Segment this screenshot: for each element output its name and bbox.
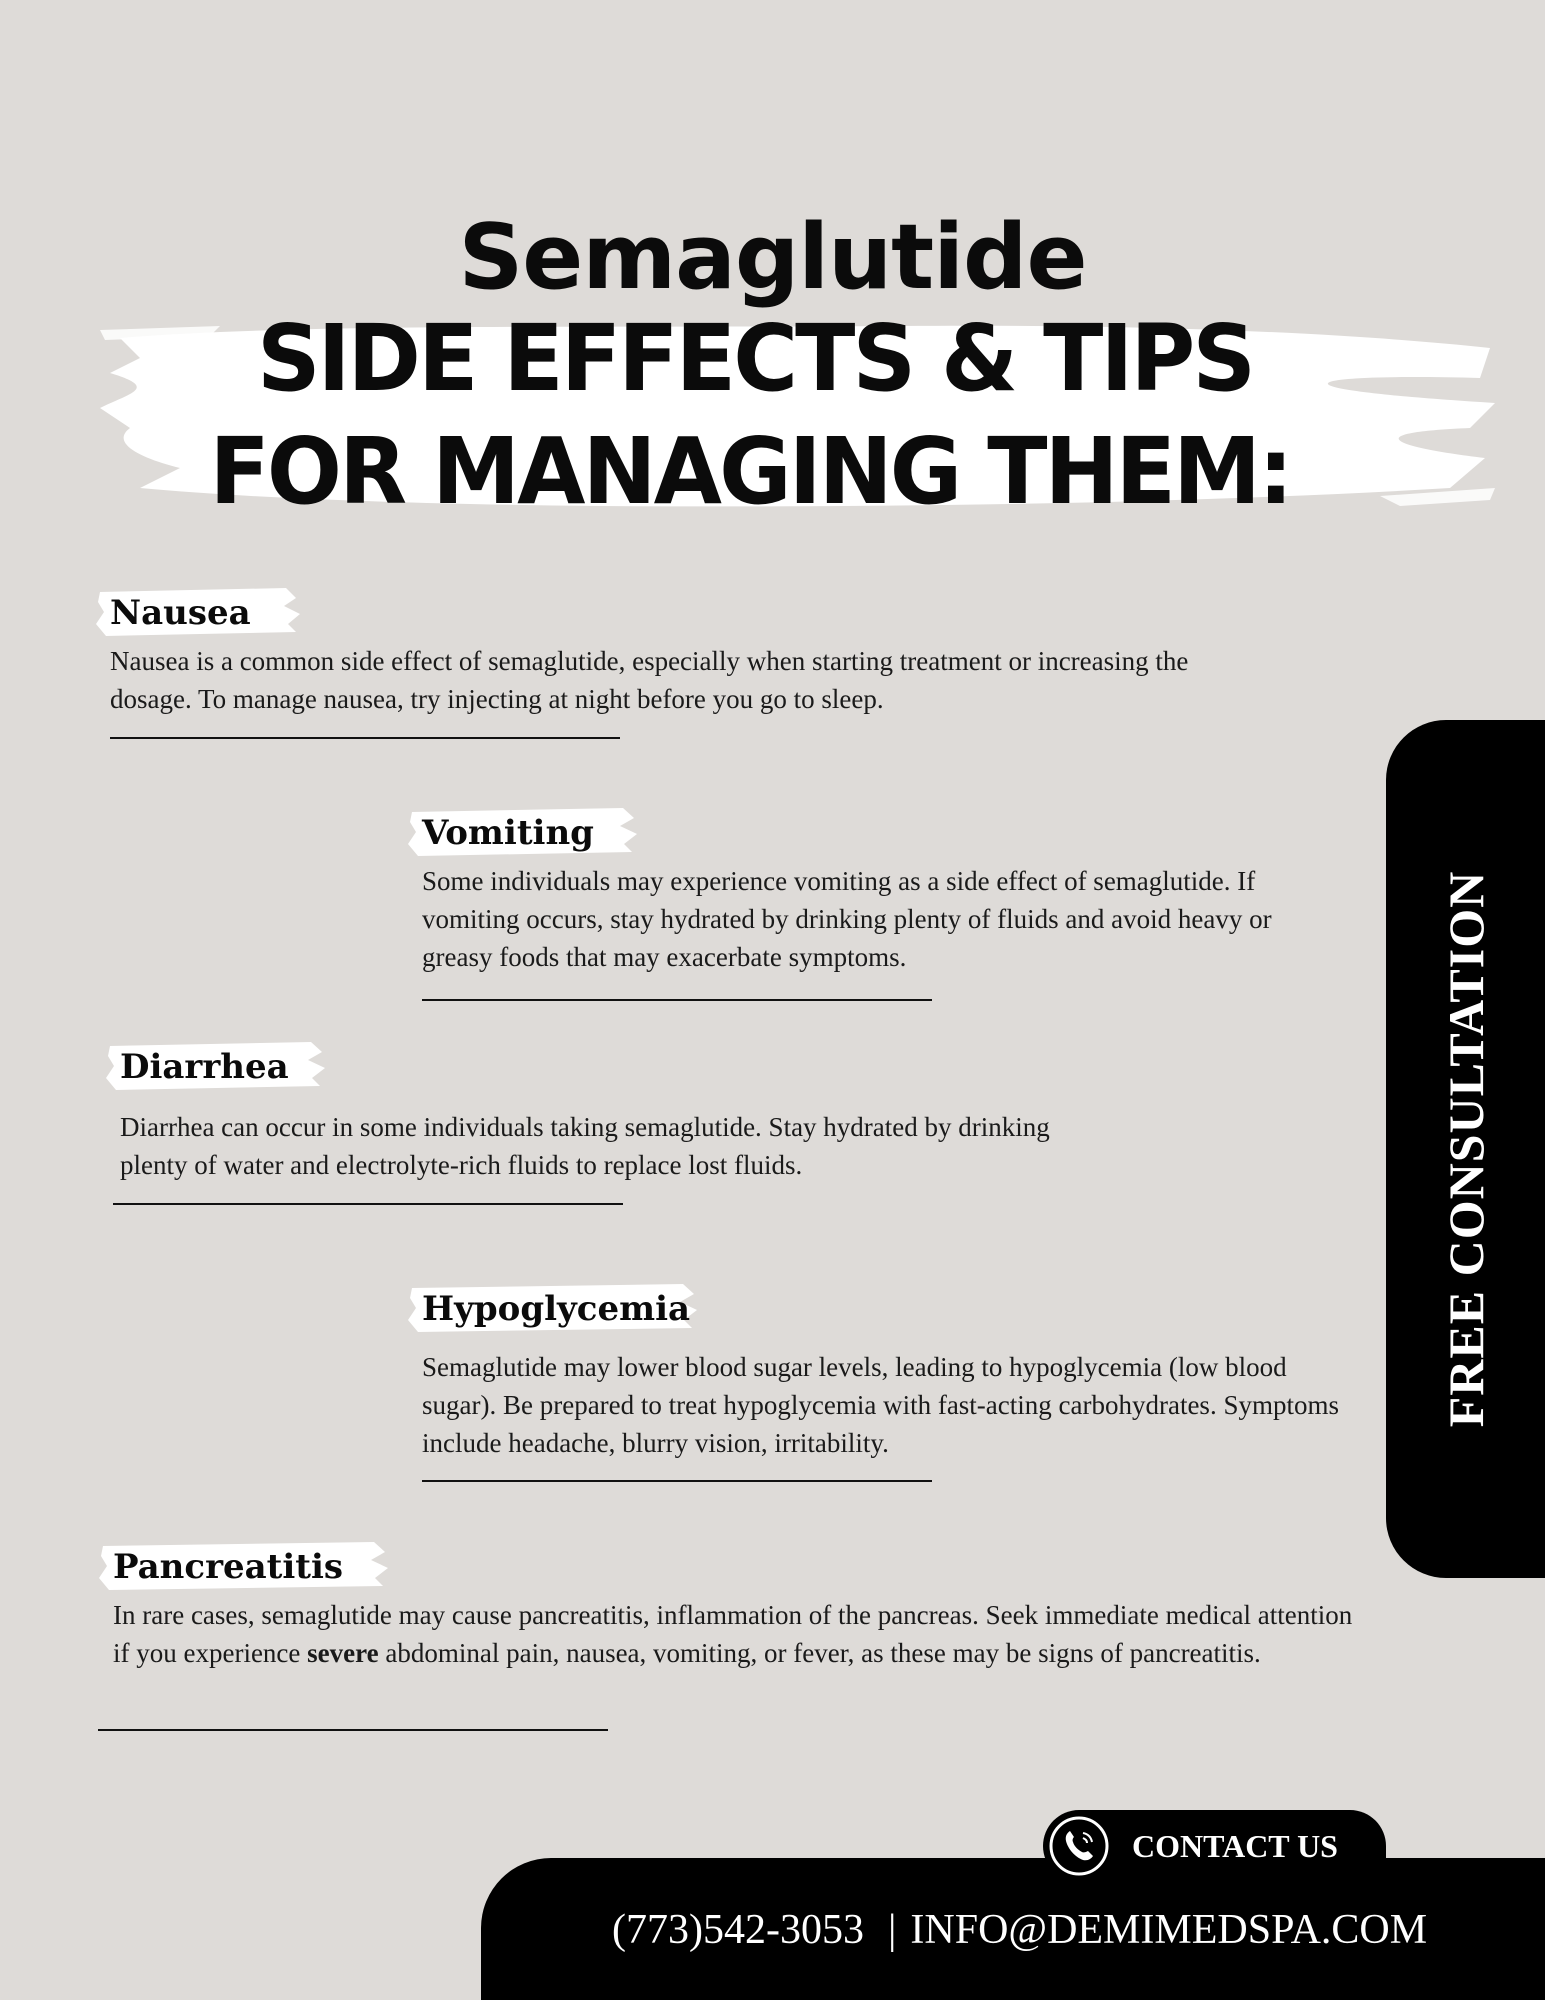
section-heading: Hypoglycemia: [422, 1289, 691, 1329]
footer-contact-line: [612, 1906, 1427, 1954]
section-heading: Vomiting: [422, 813, 594, 853]
section-hypoglycemia: [422, 1286, 1342, 1462]
section-nausea: [110, 590, 1210, 718]
section-heading: Pancreatitis: [113, 1547, 344, 1587]
phone-icon[interactable]: [1048, 1815, 1110, 1877]
section-text: Semaglutide may lower blood sugar levels, leading to hypoglycemia (low blood sugar). Be prepared to treat hypoglycemia with fast-acting carbohydrates. Symptoms include headache, blurry vision, irritability.: [422, 1352, 1339, 1458]
section-text: In rare cases, semaglutide may cause pancreatitis, inflammation of the pancreas. Seek immediate medical attention if you experience severe abdominal pain, nausea, vomiting, or fever, as these may be signs of pancreatitis.: [113, 1600, 1353, 1668]
section-divider: [98, 1729, 608, 1731]
section-divider: [113, 1203, 623, 1205]
title-line-1: Semaglutide: [458, 205, 1087, 310]
section-text: Nausea is a common side effect of semaglutide, especially when starting treatment or increasing the dosage. To manage nausea, try injecting at night before you go to sleep.: [110, 646, 1189, 714]
title-line-2: SIDE EFFECTS & TIPS: [256, 305, 1254, 412]
title-line-3: FOR MANAGING THEM:: [209, 418, 1291, 525]
phone-number[interactable]: (773)542-3053: [612, 1907, 864, 1953]
section-text: Some individuals may experience vomiting as a side effect of semaglutide. If vomiting occurs, stay hydrated by drinking plenty of fluids and avoid heavy or greasy foods that may exacerbate symptoms.: [422, 866, 1272, 972]
section-pancreatitis: [113, 1544, 1363, 1672]
free-consultation-label[interactable]: FREE CONSULTATION: [1438, 870, 1494, 1428]
separator: |: [887, 1907, 897, 1953]
email-address[interactable]: INFO@DEMIMEDSPA.COM: [910, 1907, 1428, 1953]
section-text: Diarrhea can occur in some individuals taking semaglutide. Stay hydrated by drinking plenty of water and electrolyte-rich fluids to replace lost fluids.: [120, 1112, 1050, 1180]
contact-us-label[interactable]: CONTACT US: [1132, 1828, 1338, 1864]
section-diarrhea: [120, 1044, 1120, 1184]
emphasis-severe: severe: [307, 1638, 379, 1668]
section-divider: [422, 999, 932, 1001]
section-heading: Diarrhea: [120, 1047, 289, 1087]
section-vomiting: [422, 810, 1322, 976]
section-divider: [110, 737, 620, 739]
section-heading: Nausea: [110, 593, 251, 633]
section-divider: [422, 1480, 932, 1482]
